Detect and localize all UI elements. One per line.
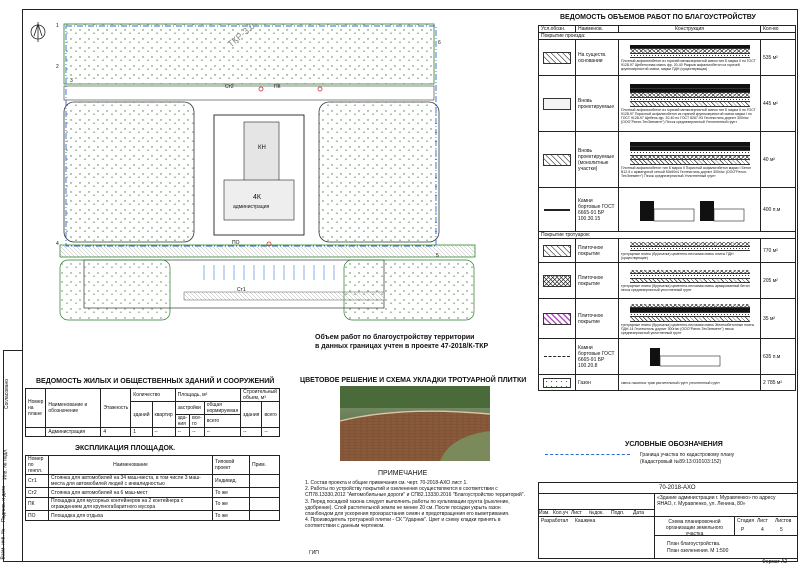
- stamp-divider: [539, 493, 797, 494]
- side-strip: [0, 350, 22, 562]
- pk-label: ПК: [274, 84, 281, 90]
- stamp-object: «Здание администрации г. Муравленко» по адресу ЯНАО, г. Муравленко, ул. Ленина, 80»: [657, 495, 776, 507]
- layer-text: Разрыв асфальтобетон из горячей крупнозернистой смеси, марки ПДН (существующая): [621, 63, 740, 72]
- bld-cell: 1: [131, 428, 152, 437]
- bld-h-b2: все-го: [190, 415, 205, 428]
- stamp-format: Формат А2: [762, 559, 788, 565]
- vol-section-sidewalk: Покрытие тротуаров:: [539, 232, 796, 239]
- stamp-divider: [539, 516, 797, 517]
- notes-title: ПРИМЕЧАНИЕ: [378, 470, 428, 477]
- bld-h-apt: квартир: [152, 402, 175, 428]
- side-label-sign: Подпись и дата: [0, 486, 7, 522]
- site-name: Площадка для отдыха: [49, 511, 213, 521]
- building-code: 4К: [253, 194, 261, 201]
- sites-title: ЭКСПЛИКАЦИЯ ПЛОЩАДОК.: [75, 445, 176, 452]
- lower-lawn-left: [60, 260, 170, 320]
- swatch-existing: [543, 52, 571, 64]
- layer-text: Бетон В12.5 с арматурной сеткой 50х50х4: [621, 165, 752, 174]
- bld-h-count: Количество: [131, 389, 175, 402]
- layer-text: растительный грунт: [655, 380, 689, 385]
- layer-text: Плотный асфальтобетон тип Б марка II: [621, 165, 685, 170]
- layer-text: Пористый асфальтобетон марки I: [685, 165, 741, 170]
- po-label: ПО: [232, 240, 240, 246]
- layer-text: Железобетонные плиты ПДН-14: [621, 322, 755, 331]
- stamp-col-h: Изм.: [539, 510, 550, 516]
- volumes-table: [538, 25, 796, 391]
- layer-stack: [630, 84, 750, 107]
- swatch-lawn: [543, 378, 571, 388]
- swatch-new: [543, 98, 571, 110]
- paving-title: ЦВЕТОВОЕ РЕШЕНИЕ И СХЕМА УКЛАДКИ ТРОТУАРНОЙ ПЛИТКИ: [300, 377, 527, 384]
- bld-cell: --: [262, 428, 280, 437]
- bld-cell: 4: [101, 428, 131, 437]
- site-num: Ст1: [26, 475, 49, 488]
- layer-text: Геотекстиль дорнит 300г/м² (ООО"Ратон-ТехЭлемент"): [634, 326, 724, 331]
- vol-h-sym: Усл.обозн.: [539, 26, 576, 33]
- bottom-paving: [60, 245, 475, 257]
- site-h-name: Наименование: [49, 456, 213, 475]
- lower-lawn-right: [344, 260, 474, 320]
- note-item: 3. Перед посадкой газона следует выполнить работы по культивации грунта (рыхление, удобрение). Слой растительной земли не менее 20 см. После посадки укрыть газон спанбондом для ускорения произрастания семян и предотвращения его выветривания.: [305, 498, 510, 518]
- site-num: ПК: [26, 498, 49, 511]
- bld-cell: --: [152, 428, 175, 437]
- buildings-title: ВЕДОМОСТЬ ЖИЛЫХ И ОБЩЕСТВЕННЫХ ЗДАНИЙ И СООРУЖЕНИЙ: [36, 378, 275, 385]
- stamp-author: Кашкина: [575, 518, 596, 524]
- curb-symbol: [544, 356, 570, 357]
- layer-stack: [630, 242, 750, 251]
- layer-text: песок среднезернистый: [621, 326, 734, 335]
- layer-stack: [630, 45, 750, 59]
- site-h-proj: Типовой проект: [213, 456, 250, 475]
- vol-h-qty: Кол-во: [761, 26, 796, 33]
- stamp-col-h: Лист: [571, 510, 582, 516]
- boundary-line-icon: [545, 454, 630, 455]
- buildings-table: [25, 388, 280, 437]
- layer-text: песок среднезернистый: [621, 288, 660, 293]
- vol-row-name: Газон: [576, 375, 619, 391]
- layer-text: цементно-песчаная смесь: [671, 284, 715, 289]
- right-lawn: [319, 102, 439, 242]
- building: [214, 115, 304, 235]
- stamp-vline: [734, 516, 735, 535]
- stamp-sheets: 5: [780, 527, 783, 533]
- bld-cell: --: [241, 428, 262, 437]
- bld-cell: --: [204, 428, 240, 437]
- bld-h-bld: зданий: [131, 402, 152, 428]
- bld-h-all: всего: [204, 415, 240, 428]
- stamp-plan-name: План благоустройства.: [667, 541, 721, 547]
- vol-row-name: Камни бортовые ГОСТ 6665-91 БР 100.30.15: [576, 188, 619, 232]
- bld-h-name: Наименование и обозначение: [46, 389, 101, 428]
- site-name: Площадка для мусорных контейнеров на 2 контейнера с ограждением для крупногабаритного мусора: [49, 498, 213, 511]
- road-tag: ТКР-3.0: [225, 20, 257, 50]
- swatch-monolith: [543, 154, 571, 166]
- site-proj: То же: [213, 488, 250, 498]
- stamp-vline: [654, 493, 655, 558]
- stamp-gip: ГИП: [309, 550, 319, 556]
- side-label-replace: Взам. инв. №: [0, 528, 7, 560]
- layer-text: Пористый асфальтобетон из горячей крупнозернистой смеси марки I по ГОСТ 9128-97: [621, 111, 752, 120]
- note-item: 1. Состав проекта и общие примечания см. черт. 70-2018-АХО лист 1.: [305, 480, 468, 486]
- side-label-inv: Инв. № подл.: [2, 448, 9, 480]
- bld-cell: --: [190, 428, 205, 437]
- plan-note-line-1: Объем работ по благоустройству территории: [315, 334, 475, 341]
- notes: [305, 480, 530, 530]
- vol-row-qty: 445 м²: [761, 76, 796, 132]
- layer-stack: [630, 142, 750, 165]
- layer-text: плиты ПДН (существующие): [621, 252, 734, 260]
- sites-table: [25, 455, 280, 521]
- layer-text: Уплотненный грунт: [705, 119, 737, 124]
- swatch-tile-3: [543, 313, 571, 325]
- legend-title: УСЛОВНЫЕ ОБОЗНАЧЕНИЯ: [625, 441, 723, 448]
- vol-row-qty: 40 м²: [761, 132, 796, 188]
- note-item: 4. Производитель тротуарной плитки - СК "Ударник". Цвет и схему кладки принять в соответствии с данным чертежом.: [305, 517, 501, 530]
- bld-h-build: застройки: [175, 402, 204, 415]
- stamp-cols: [539, 509, 654, 516]
- stamp-col-h: Дата: [633, 510, 645, 516]
- vol-row-qty: 770 м²: [761, 239, 796, 263]
- vol-row-name: Плиточное покрытие: [576, 239, 619, 263]
- layer-stack: [630, 270, 750, 284]
- site-name: Стоянка для автомобилей на 6 маш-мест: [49, 488, 213, 498]
- layer-text: Песок среднезернистый: [644, 173, 684, 178]
- site-h-note: Прим.: [250, 456, 280, 475]
- vol-row-qty: 635 п.м: [761, 339, 796, 375]
- stamp-col-h: №док.: [589, 510, 604, 516]
- site-num: ПО: [26, 511, 49, 521]
- vol-row-name: Плиточное покрытие: [576, 299, 619, 339]
- stamp-h-sheet: Лист: [757, 518, 768, 524]
- stamp-h-sheets: Листов: [775, 518, 792, 524]
- layer-text: Плотный асфальтобетон из горячей мелкозернистой смеси тип Б марка II по ГОСТ 9128-97: [621, 59, 756, 68]
- vol-row-qty: 400 п.м: [761, 188, 796, 232]
- vol-row-qty: 205 м²: [761, 263, 796, 299]
- plan-note-line-2: в данных границах учтен в проекте 47-2018/К-ТКР: [315, 343, 489, 350]
- layer-text: Уплотненный грунт: [684, 173, 716, 178]
- layer-stack: [630, 304, 750, 322]
- layer-text: тротуарные плиты (брусчатка): [621, 252, 671, 256]
- stamp-h-stage: Стадия: [737, 518, 755, 524]
- stamp-sheet: 4: [761, 527, 764, 533]
- north-arrow-icon: [31, 22, 45, 42]
- layer-text: Песок среднезернистый: [665, 119, 705, 124]
- vol-h-name: Наименов.: [576, 26, 619, 33]
- stamp-sheet-title: Схема планировочной организации земельного участка: [665, 519, 724, 537]
- layer-text: Геотекстиль дорнит 300г/м² (ООО"Ратон-ТехЭлемент"): [621, 115, 749, 124]
- layer-text: уплотненный грунт: [650, 330, 682, 335]
- bld-h-num: Номер на плане: [26, 389, 46, 428]
- st2-label: Ст2: [225, 84, 234, 90]
- point-label-4: 4: [56, 241, 59, 247]
- site-proj: То же: [213, 511, 250, 521]
- bld-cell: --: [175, 428, 190, 437]
- vol-row-name: Камни бортовые ГОСТ 6665-91 БР 100.20.8: [576, 339, 619, 375]
- site-h-num: Номер по генпл.: [26, 456, 49, 475]
- vol-row-qty: 2 785 м²: [761, 375, 796, 391]
- building-name: администрация: [233, 204, 270, 210]
- point-label-5: 5: [436, 253, 439, 259]
- swatch-tile-2: [543, 275, 571, 287]
- layer-text: смесь газонных трав: [621, 380, 655, 385]
- stamp-col-h: Подп.: [611, 510, 625, 516]
- layer-text: Щебеночная смесь фр. 20-40: [634, 63, 683, 68]
- kn-label: КН: [258, 145, 266, 151]
- layer-text: уплотненный грунт: [660, 288, 692, 293]
- bld-h-bld2: здания: [241, 402, 262, 428]
- stamp-code: 70-2018-АХО: [659, 485, 696, 491]
- layer-text: Плотный асфальтобетон из горячей мелкозернистой смеси тип Б марка II по ГОСТ 9128-97: [621, 107, 756, 116]
- vol-row-name: Вновь проектируемые (монолитные участки): [576, 132, 619, 188]
- left-lawn: [64, 102, 194, 242]
- layer-text: Геотекстиль дорнит 300г/м² (ООО"Ратон-ТехЭлемент"): [621, 169, 747, 178]
- vol-row-name: Плиточное покрытие: [576, 263, 619, 299]
- swatch-tile-1: [543, 245, 571, 257]
- point-label-2: 2: [56, 64, 59, 70]
- bld-h-b1: зда-ния: [175, 415, 190, 428]
- side-label-agreed: Согласовано: [4, 378, 11, 410]
- stamp-divider: [654, 535, 797, 536]
- point-label-1: 1: [56, 23, 59, 29]
- layer-text: цементно-песчаная смесь: [671, 252, 715, 256]
- volumes-title: ВЕДОМОСТЬ ОБЪЕМОВ РАБОТ ПО БЛАГОУСТРОЙСТВУ: [560, 14, 756, 21]
- site-proj: Индивид.: [213, 475, 250, 488]
- site-proj: То же: [213, 498, 250, 511]
- layer-text: цементно-песчаная смесь: [671, 322, 715, 327]
- plan-note: [315, 333, 488, 351]
- note-item: 2. Работы по устройству покрытий и озеленения осуществляются в соответствии с СП78.13330.2012 "Автомобильные дороги" и СП82.13330.2016 "Благоустройство территорий".: [305, 486, 525, 499]
- legend-text: (Кадастровый №89:13:010103:152): [640, 459, 722, 465]
- vol-row-name: На существ. основании: [576, 40, 619, 76]
- bld-h-floors: Этажность: [101, 389, 131, 428]
- st1-label: Ст1: [237, 287, 246, 293]
- layer-text: Щебень фр. 20-40 по ГОСТ 8267-93: [644, 115, 703, 120]
- stamp-stage: Р: [741, 527, 745, 533]
- stamp-scale: План озеленения. М 1:500: [667, 548, 729, 554]
- curb-section: [630, 195, 750, 225]
- point-label-3: 3: [70, 78, 73, 84]
- bld-cell: Администрация: [46, 428, 101, 437]
- layer-text: армированный бетон: [715, 284, 750, 289]
- vol-section-drive: Покрытие проезда:: [539, 33, 796, 40]
- stamp-razrab: Разработал: [541, 518, 569, 524]
- vol-h-constr: Конструкция: [619, 26, 761, 33]
- stamp-col-h: Кол.уч: [553, 510, 568, 516]
- vol-row-qty: 35 м²: [761, 299, 796, 339]
- point-label-6: 6: [438, 40, 441, 46]
- layer-text: тротуарные плиты (брусчатка): [621, 322, 671, 327]
- site-name: Стоянка для автомобилей на 34 маш-места, в том числе 3 маш-места для автомобилей людей с инвалидностью: [49, 475, 213, 488]
- legend-text: Граница участка по кадастровому плану: [640, 452, 735, 458]
- curb-section: [630, 344, 750, 370]
- layer-text: тротуарные плиты (брусчатка): [621, 284, 671, 289]
- vol-row-name: Вновь проектируемые: [576, 76, 619, 132]
- bld-h-total: общая нормируемая: [204, 402, 240, 415]
- site-plan: [24, 10, 529, 370]
- bld-h-volume: Строительный объем, м³: [241, 389, 280, 402]
- paving-photo: [340, 386, 490, 461]
- site-num: Ст2: [26, 488, 49, 498]
- bld-h-all2: всего: [262, 402, 280, 428]
- layer-text: уплотненный грунт: [689, 380, 720, 385]
- vol-row-qty: 535 м²: [761, 40, 796, 76]
- bld-h-area: Площадь, м²: [175, 389, 241, 402]
- curb-symbol: [544, 209, 570, 211]
